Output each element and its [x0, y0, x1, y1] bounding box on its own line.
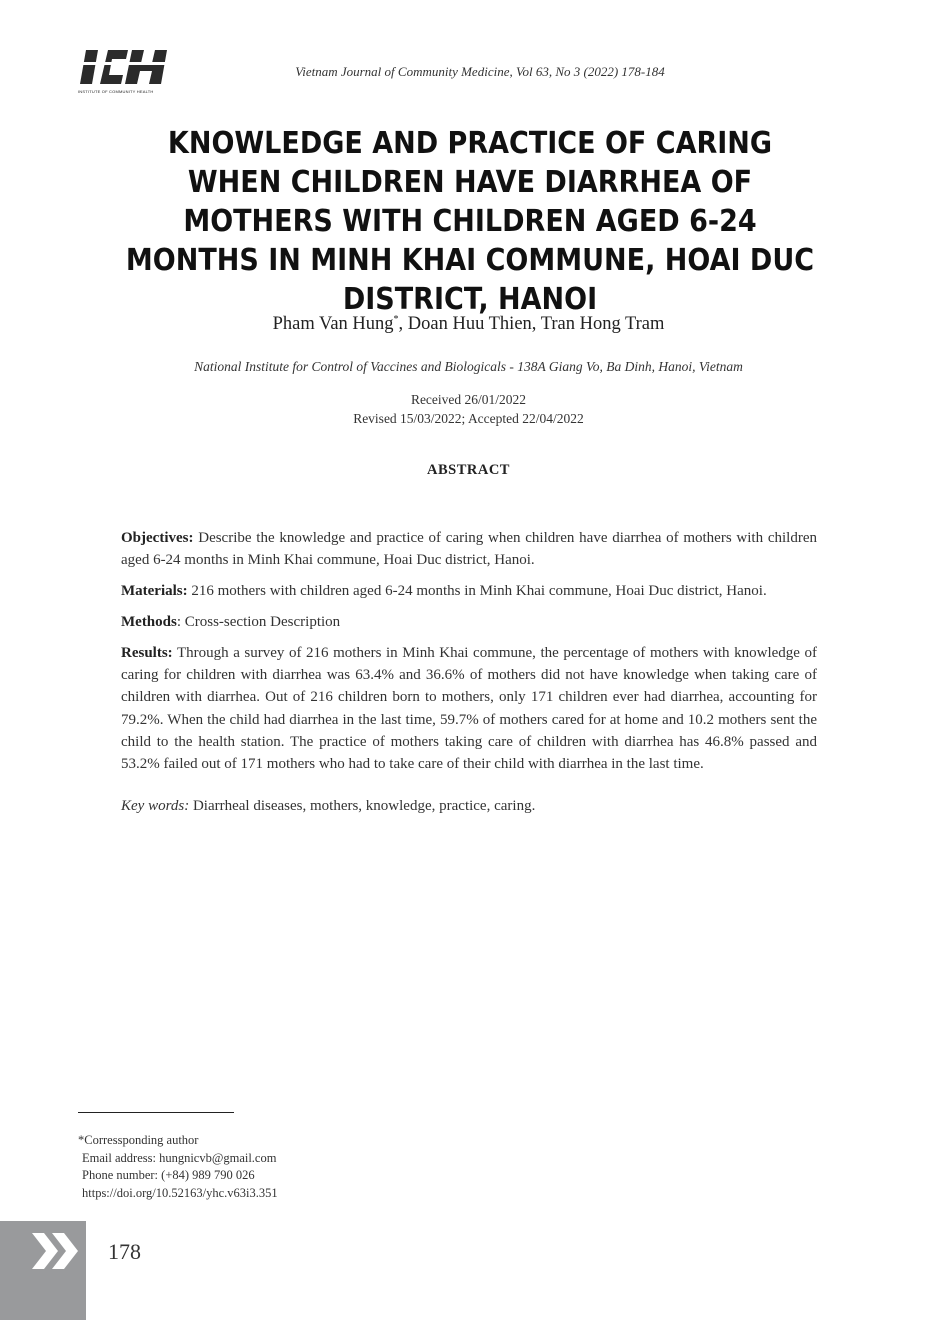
author-rest: , Doan Huu Thien, Tran Hong Tram	[398, 314, 665, 335]
submission-dates	[200, 390, 737, 428]
received-date: Received 26/01/2022	[410, 392, 527, 407]
page-corner-tab	[0, 1221, 86, 1320]
materials-label: Materials:	[121, 583, 188, 600]
double-chevron-right-icon	[32, 1231, 82, 1271]
revised-accepted-date: Revised 15/03/2022; Accepted 22/04/2022	[353, 411, 584, 426]
paper-title: KNOWLEDGE AND PRACTICE OF CARING WHEN CHILDREN HAVE DIARRHEA OF MOTHERS WITH CHILDREN AGED 6-24 MONTHS IN MINH KHAI COMMUNE, HOAI DUC DISTRICT, HANOI	[125, 126, 815, 317]
author-list	[100, 314, 837, 335]
author-first: Pham Van Hung	[272, 314, 394, 335]
footnote-divider	[78, 1112, 234, 1113]
objectives-label: Objectives:	[121, 530, 194, 546]
methods-label: Methods	[121, 613, 177, 630]
keywords-label: Key words:	[121, 798, 190, 815]
journal-logo	[78, 46, 170, 98]
abstract-methods	[121, 611, 817, 633]
abstract-objectives	[121, 527, 817, 572]
abstract-materials	[121, 580, 817, 602]
objectives-text: Describe the knowledge and practice of caring when children have diarrhea of mothers with children aged 6-24 months in Minh Khai commune, Hoai Duc district, Hanoi.	[121, 530, 817, 569]
logo-caption: INSTITUTE OF COMMUNITY HEALTH	[78, 89, 154, 94]
footnote-email: Email address: hungnicvb@gmail.com	[82, 1150, 277, 1165]
affiliation: National Institute for Control of Vaccines and Biologicals - 138A Giang Vo, Ba Dinh, Hanoi, Vietnam	[194, 359, 743, 374]
materials-text: 216 mothers with children aged 6-24 months in Minh Khai commune, Hoai Duc district, Hanoi.	[187, 583, 767, 600]
abstract-keywords	[121, 795, 817, 817]
abstract-heading: ABSTRACT	[427, 462, 510, 478]
results-label: Results:	[121, 644, 173, 661]
results-text: Through a survey of 216 mothers in Minh Khai commune, the percentage of mothers with knowledge of caring for children with diarrhea was 63.4% and 36.6% of mothers did not have knowledge when taking care of children with diarrhea. Out of 216 children born to mothers, only 171 children ever had diarrhea, accounting for 79.2%. When the child had diarrhea in the last time, 59.7% of mothers cared for at home and 10.2 mothers sent the child to the health station. The practice of mothers taking care of children with diarrhea has 46.8% passed and 53.2% failed out of 171 mothers who had to take care of their child with diarrhea in the last time.	[121, 644, 817, 773]
footnote	[78, 1132, 478, 1202]
footnote-doi: https://doi.org/10.52163/yhc.v63i3.351	[82, 1185, 278, 1200]
footnote-phone: Phone number: (+84) 989 790 026	[82, 1168, 255, 1182]
page-number: 178	[108, 1239, 141, 1264]
corresponding-mark: *	[393, 314, 399, 325]
abstract-body	[121, 527, 817, 826]
ich-logo-icon	[78, 46, 170, 88]
running-head: Vietnam Journal of Community Medicine, Vol 63, No 3 (2022) 178-184	[295, 64, 665, 79]
corresponding-author-note: *Corressponding author	[78, 1133, 199, 1147]
abstract-results	[121, 642, 817, 776]
methods-text: : Cross-section Description	[176, 613, 341, 630]
keywords-text: Diarrheal diseases, mothers, knowledge, practice, caring.	[189, 798, 536, 815]
